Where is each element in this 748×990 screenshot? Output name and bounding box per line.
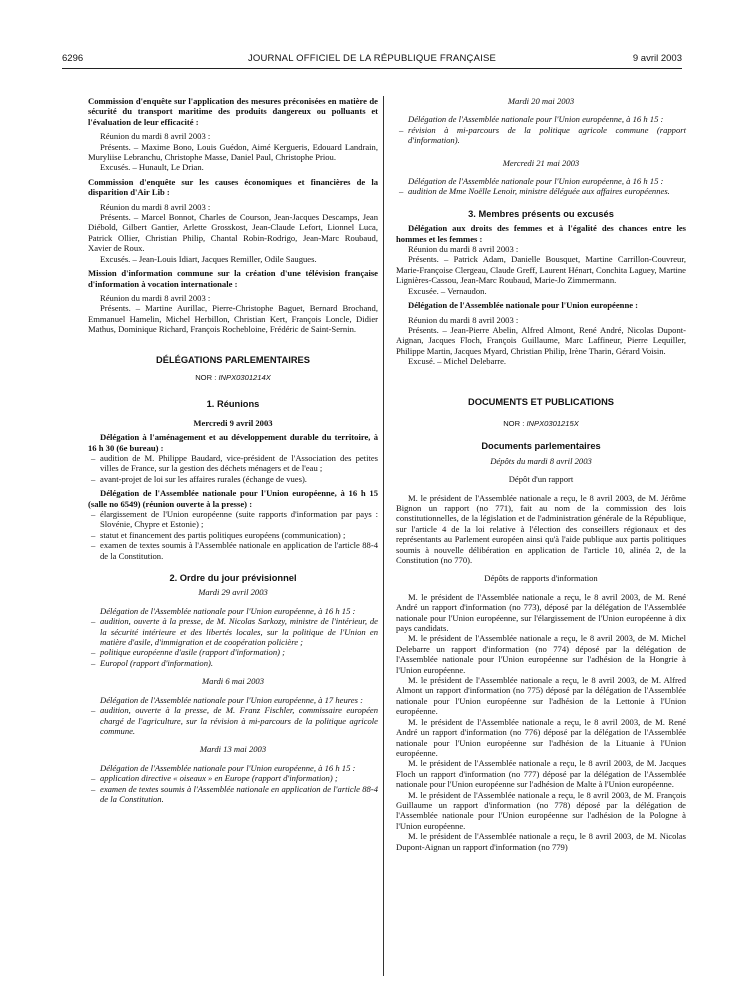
agenda-item: – politique européenne d'asile (rapport d'information) ;: [88, 647, 378, 657]
agenda-item: – avant-projet de loi sur les affaires rurales (échange de vues).: [88, 474, 378, 484]
excused-list: Excusé. – Michel Delebarre.: [408, 356, 507, 367]
present-list: Présents. – Maxime Bono, Louis Guédon, Aimé Kergueris, Edouard Landrain, Muryliise Lebranchu, Christophe Masse, Daniel Paul, Christophe Priou.: [88, 141, 378, 163]
present-list: Présents. – Jean-Pierre Abelin, Alfred Almont, René André, Nicolas Dupont-Aignan, Jacques Floch, François Guillaume, Marc Laffineur, Pierre Lequiller, Philippe Martin, Jacques Myard, Christian Philip, Irène Tharin, Gérard Voisin.: [396, 324, 686, 356]
agenda-item: – audition, ouverte à la presse, de M. Franz Fischler, commissaire européen chargé de l'agriculture, sur la révision à mi-parcours de la politique agricole commune.: [88, 705, 378, 736]
subsection-heading: 2. Ordre du jour prévisionnel: [169, 573, 297, 584]
meeting-date: Mardi 13 mai 2003: [199, 744, 267, 755]
page-header: [62, 50, 682, 69]
delegation-title: Délégation de l'Assemblée nationale pour l'Union européenne, à 16 h 15 (salle no 6549) (réunion ouverte à la presse) :: [88, 488, 378, 509]
delegation-title: Délégation de l'Assemblée nationale pour l'Union européenne :: [408, 300, 639, 311]
delegation-title: Délégation de l'Assemblée nationale pour l'Union européenne, à 17 heures :: [100, 694, 363, 705]
present-list: Présents. – Martine Aurillac, Pierre-Christophe Baguet, Bernard Brochand, Emmanuel Hamelin, Michel Herbillon, Christian Kert, François Loncle, Didier Mathus, Dominique Richard, François Rochebloine, Frédéric de Saint-Sernin.: [88, 303, 378, 335]
agenda-item: – audition, ouverte à la presse, de M. Nicolas Sarkozy, ministre de l'intérieur, de la sécurité intérieure et des libertés locales, sur la politique de l'Union en matière d'asile, d'immigration et de coopération policière ;: [88, 616, 378, 647]
meeting-line: Réunion du mardi 8 avril 2003 :: [408, 244, 519, 255]
delegation-title: Délégation de l'Assemblée nationale pour l'Union européenne, à 16 h 15 :: [100, 605, 356, 616]
agenda-list: [88, 616, 378, 668]
meeting-date: Mardi 20 mai 2003: [507, 96, 575, 106]
meeting-line: Réunion du mardi 8 avril 2003 :: [100, 292, 211, 303]
journal-title: JOURNAL OFFICIEL DE LA RÉPUBLIQUE FRANÇAISE: [247, 53, 497, 64]
present-list: Présents. – Marcel Bonnot, Charles de Courson, Jean-Jacques Descamps, Jean Diébold, Gilbert Gantier, Arlette Grosskost, Jean-Claude Lefort, Lionnel Luca, Patrick Ollier, Christian Philip, Chantal Robin-Rodrigo, Jean-Marc Roubaud, Xavier de Roux.: [88, 212, 378, 254]
agenda-item: – examen de textes soumis à l'Assemblée nationale en application de l'article 88-4 de la Constitution.: [88, 784, 378, 805]
deposit-text: M. le président de l'Assemblée nationale a reçu, le 8 avril 2003, de M. Alfred Almont un rapport d'information (no 775) déposé par la délégation de l'Assemblée nationale pour l'Union européenne sur l'adhésion de la Lettonie à l'Union européenne.: [396, 675, 686, 717]
commission-title: Commission d'enquête sur les causes économiques et financières de la disparition d'Air Lib :: [88, 176, 378, 198]
agenda-item: – révision à mi-parcours de la politique agricole commune (rapport d'information).: [396, 125, 686, 146]
meeting-date: Mercredi 21 mai 2003: [502, 157, 580, 168]
nor-reference: NOR : INPX0301214X: [195, 372, 271, 382]
deposit-heading: Dépôt d'un rapport: [508, 474, 574, 485]
page-number: 6296: [62, 53, 84, 64]
subsection-heading: 3. Membres présents ou excusés: [468, 208, 614, 219]
delegation-title: Délégation à l'aménagement et au développement durable du territoire, à 16 h 30 (6e bureau) :: [88, 432, 378, 453]
agenda-item: – audition de M. Philippe Baudard, vice-président de l'Association des petites villes de France, sur la gestion des déchets ménagers et de l'eau ;: [88, 453, 378, 474]
meeting-date: Mercredi 9 avril 2003: [193, 417, 273, 428]
commission-title: Commission d'enquête sur l'application des mesures préconisées en matière de sécurité du transport maritime des produits dangereux ou polluants et l'évaluation de leur efficacité :: [88, 96, 378, 127]
subsection-heading: 1. Réunions: [206, 399, 260, 410]
deposit-heading: Dépôts de rapports d'information: [484, 573, 598, 584]
right-column: [396, 96, 686, 852]
section-heading: DOCUMENTS ET PUBLICATIONS: [468, 396, 614, 407]
subsection-heading: Documents parlementaires: [481, 441, 601, 452]
section-heading: DÉLÉGATIONS PARLEMENTAIRES: [156, 354, 310, 365]
meeting-line: Réunion du mardi 8 avril 2003 :: [100, 201, 211, 212]
agenda-list: [88, 705, 378, 736]
deposit-date: Dépôts du mardi 8 avril 2003: [490, 455, 592, 466]
deposit-text: M. le président de l'Assemblée nationale a reçu, le 8 avril 2003, de M. François Guillaume un rapport d'information (no 778) déposé par la délégation de l'Assemblée nationale pour l'Union européenne sur l'adhésion de la Pologne à l'Union européenne.: [396, 789, 686, 831]
left-column: [88, 96, 378, 804]
delegation-title: Délégation de l'Assemblée nationale pour l'Union européenne, à 16 h 15 :: [408, 114, 664, 125]
present-list: Présents. – Patrick Adam, Danielle Bousquet, Martine Carrillon-Couvreur, Marie-Françoise Clergeau, Claude Greff, Laurent Hénart, Conchita Laguey, Martine Lignières-Cassou, Jean-Marc Roubaud, Marie-Jo Zimmermann.: [396, 254, 686, 286]
agenda-item: – statut et financement des partis politiques européens (communication) ;: [88, 530, 378, 540]
agenda-item: – audition de Mme Noëlle Lenoir, ministre déléguée aux affaires européennes.: [396, 186, 686, 196]
agenda-item: – élargissement de l'Union européenne (suite rapports d'information par pays : Slovénie, Chypre et Estonie) ;: [88, 509, 378, 530]
agenda-item: – examen de textes soumis à l'Assemblée nationale en application de l'article 88-4 de la Constitution.: [88, 540, 378, 561]
agenda-list: [88, 453, 378, 484]
excused-list: Excusés. – Jean-Louis Idiart, Jacques Remiller, Odile Saugues.: [100, 253, 317, 264]
agenda-list: [88, 509, 378, 561]
agenda-item: – Europol (rapport d'information).: [88, 658, 378, 668]
delegation-title: Délégation de l'Assemblée nationale pour l'Union européenne, à 16 h 15 :: [408, 176, 664, 187]
deposit-text: M. le président de l'Assemblée nationale a reçu, le 8 avril 2003, de M. René André un rapport d'information (no 776) déposé par la délégation de l'Assemblée nationale pour l'Union européenne sur l'adhésion de la Lituanie à l'Union européenne.: [396, 716, 686, 758]
excused-list: Excusée. – Vernaudon.: [408, 285, 487, 296]
mission-title: Mission d'information commune sur la création d'une télévision française d'information à vocation internationale :: [88, 268, 378, 289]
column-divider: [383, 96, 384, 976]
deposit-text: M. le président de l'Assemblée nationale a reçu, le 8 avril 2003, de M. Jérôme Bignon un rapport (no 771), fait au nom de la commission des lois constitutionnelles, de la législation et de l'administration générale de la République, sur l'article 4 de la loi relative à l'élection des conseillers régionaux et des représentants au Parlement européen ainsi qu'à l'aide publique aux partis politiques soumis à nouvelle délibération en application de l'article 10, alinéa 2, de la Constitution (no 770).: [396, 492, 686, 565]
deposit-text: M. le président de l'Assemblée nationale a reçu, le 8 avril 2003, de M. Nicolas Dupont-Aignan un rapport d'information (no 779): [396, 831, 686, 852]
meeting-line: Réunion du mardi 8 avril 2003 :: [408, 314, 519, 325]
agenda-list: [396, 125, 686, 146]
agenda-item: – application directive « oiseaux » en Europe (rapport d'information) ;: [88, 773, 378, 783]
delegation-title: Délégation aux droits des femmes et à l'égalité des chances entre les hommes et les femmes :: [396, 223, 686, 244]
deposit-text: M. le président de l'Assemblée nationale a reçu, le 8 avril 2003, de M. René André un rapport d'information (no 773), déposé par la délégation de l'Assemblée nationale pour l'Union européenne, sur l'élargissement de l'Union européenne à dix pays candidats.: [396, 591, 686, 634]
nor-reference: NOR : INPX0301215X: [503, 418, 579, 428]
delegation-title: Délégation de l'Assemblée nationale pour l'Union européenne, à 16 h 15 :: [100, 762, 356, 773]
deposit-text: M. le président de l'Assemblée nationale a reçu, le 8 avril 2003, de M. Michel Delebarre un rapport d'information (no 774) déposé par la délégation de l'Assemblée nationale pour l'Union européenne sur l'adhésion de la Hongrie à l'Union européenne.: [396, 633, 686, 675]
meeting-date: Mardi 6 mai 2003: [202, 676, 264, 687]
deposit-text: M. le président de l'Assemblée nationale a reçu, le 8 avril 2003, de M. Jacques Floch un rapport d'information (no 777) déposé par la délégation de l'Assemblée nationale pour l'Union européenne sur l'adhésion de Malte à l'Union européenne.: [396, 758, 686, 790]
agenda-list: [396, 186, 686, 196]
excused-list: Excusés. – Hunault, Le Drian.: [100, 162, 204, 173]
issue-date: 9 avril 2003: [632, 53, 682, 64]
meeting-line: Réunion du mardi 8 avril 2003 :: [100, 131, 211, 142]
meeting-date: Mardi 29 avril 2003: [198, 587, 268, 598]
agenda-list: [88, 773, 378, 804]
